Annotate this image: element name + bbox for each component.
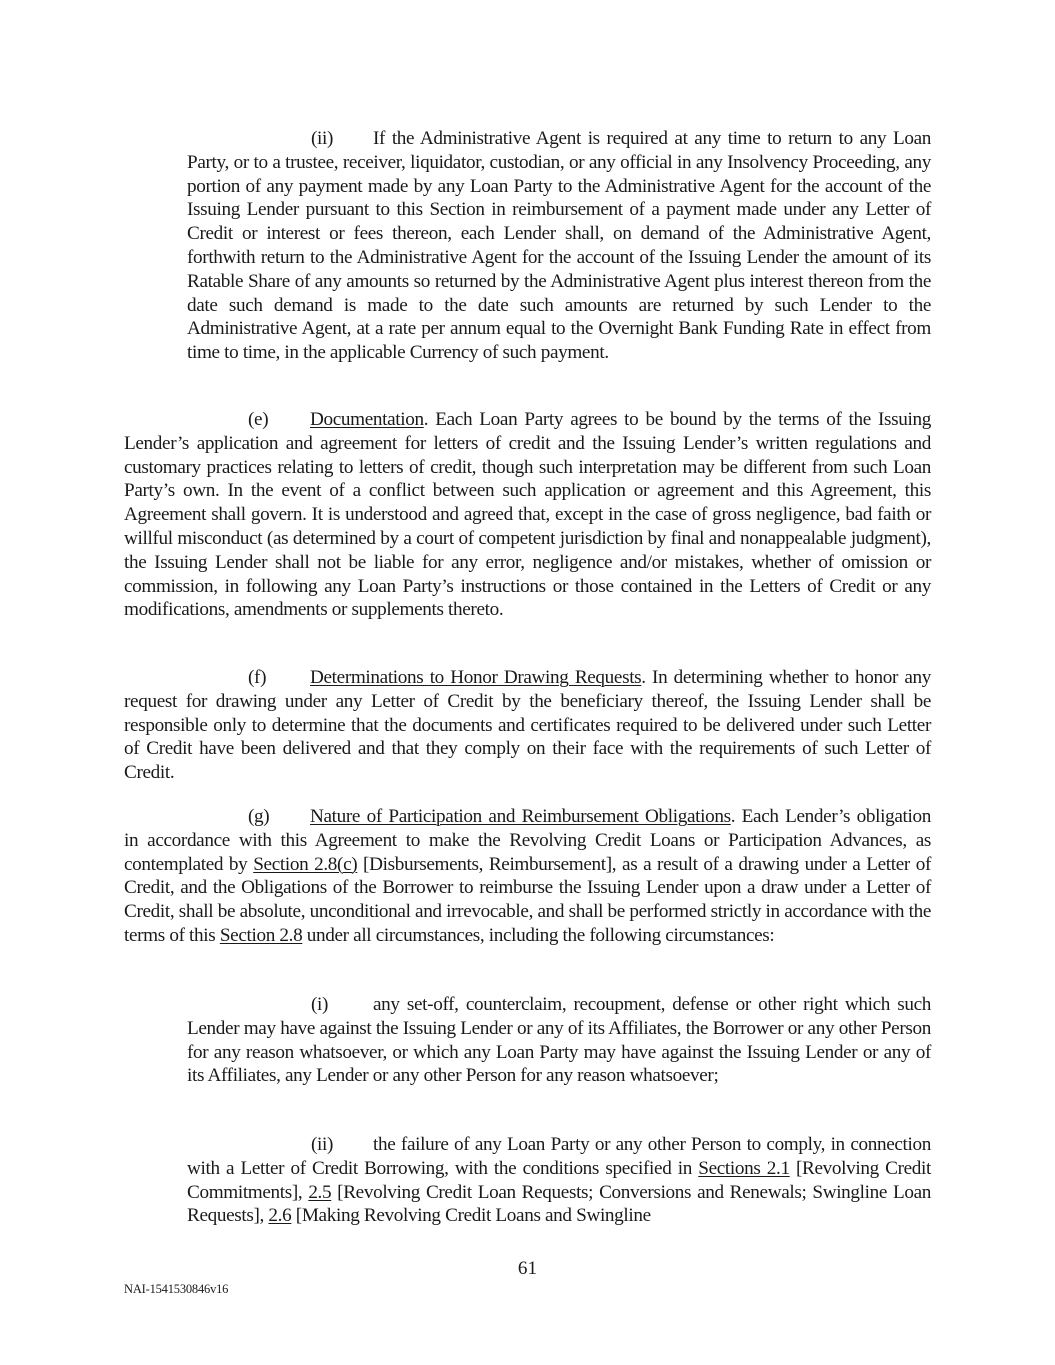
section-heading: Documentation: [310, 409, 424, 430]
paragraph-text: the failure of any Loan Party or any other Person to comply, in connection with a Letter of Credit Borrowing, with the conditions specified in: [187, 1134, 931, 1179]
paragraph-text: under all circumstances, including the following circumstances:: [302, 924, 775, 946]
paragraph-text: any set-off, counterclaim, recoupment, defense or other right which such Lender may have against the Issuing Lender or any of its Affiliates, the Borrower or any other Person for any reason whatsoever, or which any Loan Party may have against the Issuing Lender or any of its Affiliates, any Lender or any other Person for any reason whatsoever;: [187, 994, 931, 1087]
paragraph-label: (ii): [311, 1134, 334, 1155]
paragraph-label: (g): [248, 806, 270, 827]
paragraph-text: [Revolving Credit Commitments],: [187, 1157, 931, 1203]
paragraph-text: . Each Lender’s obligation in accordance with this Agreement to make the Revolving Credit Loans or Participation Advances, as contemplated by: [124, 806, 931, 875]
paragraph-f-determinations: [124, 666, 931, 785]
section-heading: Nature of Participation and Reimbursement Obligations: [310, 806, 731, 827]
paragraph-text: . Each Loan Party agrees to be bound by the terms of the Issuing Lender’s application and agreement for letters of credit and the Issuing Lender’s written regulations and customary practices relating to letters of credit, though such interpretation may be different from such Loan Party’s own. In the event of a conflict between such application or agreement and this Agreement, this Agreement shall govern. It is understood and agreed that, except in the case of gross negligence, bad faith or willful misconduct (as determined by a court of competent jurisdiction by final and nonappealable judgment), the Issuing Lender shall not be liable for any error, negligence and/or mistakes, whether of omission or commission, in following any Loan Party’s instructions or those contained in the Letters of Credit or any modifications, amendments or supplements thereto.: [124, 409, 931, 621]
paragraph-g-i: [187, 993, 931, 1088]
document-id: NAI-1541530846v16: [124, 1282, 229, 1296]
paragraph-label: (ii): [311, 128, 334, 149]
paragraph-g-nature-of-participation: [124, 805, 931, 948]
paragraph-text: [Disbursements, Reimbursement], as a result of a drawing under a Letter of Credit, and the Obligations of the Borrower to reimburse the Issuing Lender upon a draw under a Letter of Credit, shall be absolute, unconditional and irrevocable, and shall be performed strictly in accordance with the terms of this: [124, 853, 931, 946]
section-heading: Determinations to Honor Drawing Requests: [310, 667, 642, 688]
cross-reference-section-2-5: 2.5: [308, 1181, 332, 1203]
cross-reference-sections-2-1: Sections 2.1: [698, 1157, 790, 1179]
page-number: 61: [517, 1258, 538, 1279]
paragraph-text: . In determining whether to honor any request for drawing under any Letter of Credit by the beneficiary thereof, the Issuing Lender shall be responsible only to determine that the documents and certificates required to be delivered under such Letter of Credit have been delivered and that they comply on their face with the requirements of such Letter of Credit.: [124, 667, 931, 784]
paragraph-label: (i): [311, 994, 329, 1015]
paragraph-text: [Making Revolving Credit Loans and Swingline: [291, 1205, 651, 1227]
paragraph-label: (f): [248, 667, 267, 688]
cross-reference-section-2-8-c: Section 2.8(c): [253, 853, 358, 875]
cross-reference-section-2-6: 2.6: [268, 1205, 292, 1227]
paragraph-d-ii: [187, 127, 931, 365]
paragraph-text: If the Administrative Agent is required at any time to return to any Loan Party, or to a trustee, receiver, liquidator, custodian, or any official in any Insolvency Proceeding, any portion of any payment made by any Loan Party to the Administrative Agent for the account of the Issuing Lender pursuant to this Section in reimbursement of a payment made under any Letter of Credit or interest or fees thereon, each Lender shall, on demand of the Administrative Agent, forthwith return to the Administrative Agent for the account of the Issuing Lender the amount of its Ratable Share of any amounts so returned by the Administrative Agent plus interest thereon from the date such demand is made to the date such amounts are returned by such Lender to the Administrative Agent, at a rate per annum equal to the Overnight Bank Funding Rate in effect from time to time, in the applicable Currency of such payment.: [187, 128, 931, 364]
paragraph-label: (e): [248, 409, 269, 430]
paragraph-g-ii: [187, 1133, 931, 1228]
paragraph-e-documentation: [124, 408, 931, 622]
cross-reference-section-2-8: Section 2.8: [219, 924, 303, 946]
paragraph-text: [Revolving Credit Loan Requests; Conversions and Renewals; Swingline Loan Requests],: [187, 1181, 931, 1227]
